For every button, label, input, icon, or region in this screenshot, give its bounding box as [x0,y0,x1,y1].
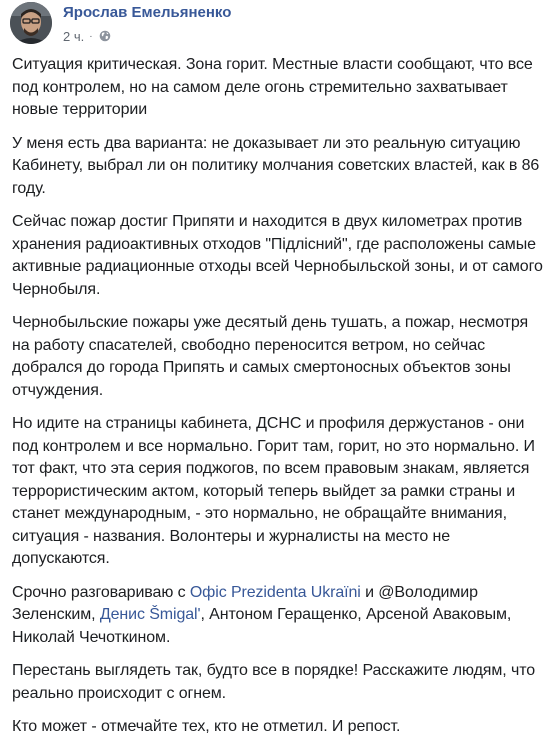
post-paragraph: Кто может - отмечайте тех, кто не отметил. И репост. [12,718,401,735]
mention-link-office-president[interactable]: Офіс Prezidenta Ukraїni [189,583,361,601]
avatar[interactable] [10,2,52,44]
post-paragraph: У меня есть два варианта: не доказывает ли это реальную ситуацию Кабинету, выбрал ли он политику молчания советских властей, как в 86 году. [12,134,540,197]
mention-tail-text: , Антоном Геращенко, Арсеной Аваковым, Николай Чечоткином. [12,606,512,646]
mention-intro-text: Срочно разговариваю с [12,583,190,601]
post-paragraph: Ситуация критическая. Зона горит. Местные власти сообщают, что все под контролем, но на самом деле огонь стремительно захватывает новые территории [12,56,533,118]
post-paragraph: Чернобыльские пожары уже десятый день тушать, а пожар, несмотря на работу спасателей, свободно переносится ветром, но сейчас добрался до города Припять и самых смертоносных объектов зоны отчуждения. [12,314,529,399]
meta-separator: · [89,30,93,42]
post-paragraph: Сейчас пожар достиг Припяти и находится в двух километрах против хранения радиоактивных отходов "Підлісний", где расположены самые активные радиационные отходы всей Чернобыльской зоны, и от самого Чернобыля. [12,213,543,298]
author-name[interactable]: Ярослав Емельяненко [63,4,232,21]
mention-link-denis-shmigal[interactable]: Денис Šmigal' [99,606,201,623]
post-body [12,54,548,750]
post-meta [63,28,111,44]
avatar-photo [10,2,52,44]
post-paragraph: Но идите на страницы кабинета, ДСНС и профиля держустанов - они под контролем и все нормально. Горит там, горит, но это нормально. И тот факт, что эта серия поджогов, по всем правовым знакам, является террористическим актом, который теперь выйдет за рамки страны и станет международным, - это нормально, не обращайте внимания, ситуация - названия. Волонтеры и журналисты на место не допускаются. [12,415,535,567]
globe-icon[interactable] [99,30,111,42]
post-paragraph-mentions [12,582,548,650]
post-paragraph: Перестань выглядеть так, будто все в порядке! Расскажите людям, что реально происходит с огнем. [12,662,536,702]
post-timestamp[interactable]: 2 ч. [63,28,85,44]
mention-middle-text: и @Володимир Зеленским, [12,583,478,623]
post-header [0,0,556,54]
